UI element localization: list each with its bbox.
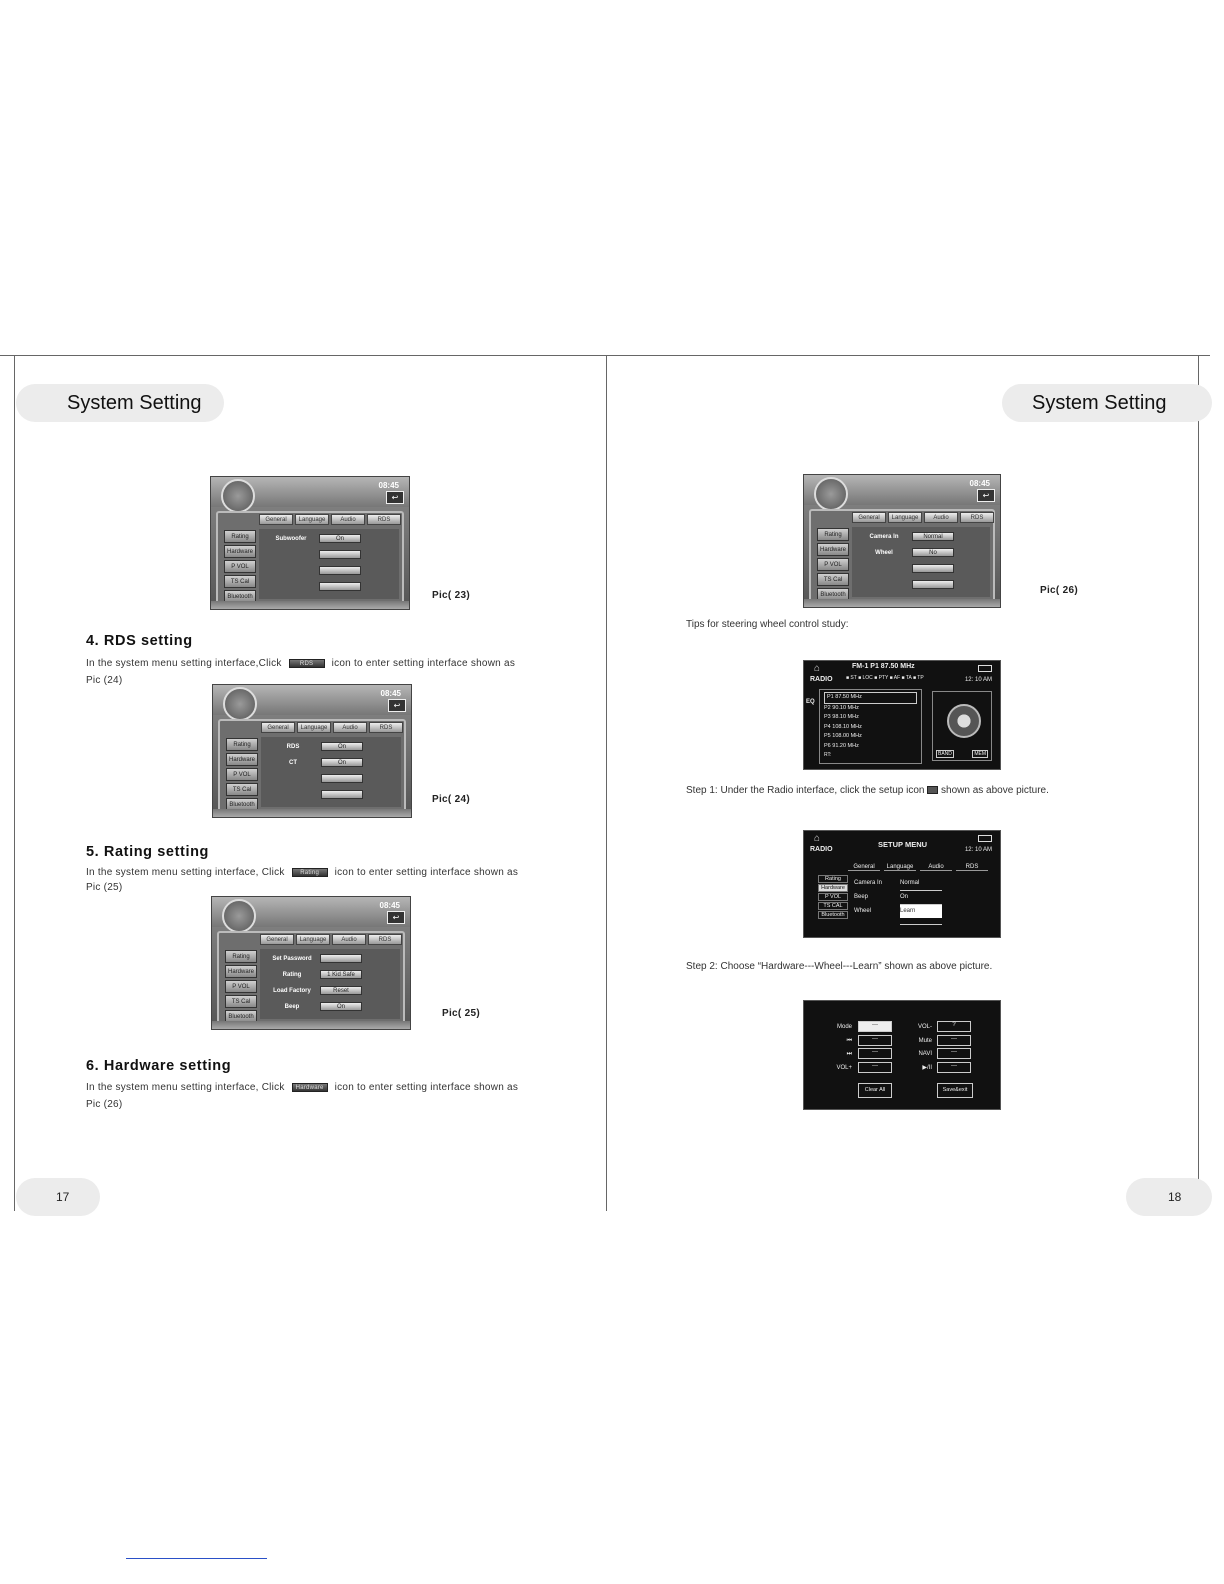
setup-screenshot: [803, 830, 1001, 938]
row-value: Reset: [320, 986, 362, 995]
pic24-screenshot: [212, 684, 412, 818]
learn-left-values: [858, 1021, 892, 1073]
back-icon: ↩: [387, 911, 405, 924]
row-value: [319, 566, 361, 575]
row-label: Rating: [282, 972, 302, 978]
side-pvol: P VOL: [226, 768, 258, 781]
setup-rows: [854, 877, 942, 931]
rds-section-title: 4. RDS setting: [86, 633, 193, 649]
row-label: Beep: [284, 1004, 300, 1010]
setup-side: [818, 875, 848, 919]
clear-all-button: Clear All: [858, 1083, 892, 1098]
row-label: CT: [289, 760, 297, 766]
source-label: RADIO: [810, 846, 833, 853]
preset-item: P3 98.10 MHz: [824, 714, 859, 720]
row-label: Set Password: [272, 956, 312, 962]
tab-audio: Audio: [331, 514, 365, 525]
tab-audio: Audio: [332, 934, 366, 945]
learn-label: ⏮: [846, 1037, 852, 1044]
learn-label: Mute: [918, 1037, 932, 1044]
hardware-inline-button: Hardware: [292, 1083, 328, 1092]
side-hardware: Hardware: [225, 965, 257, 978]
side-bluetooth: Bluetooth: [226, 798, 258, 811]
back-icon: ↩: [386, 491, 404, 504]
page-header: System Setting: [1002, 384, 1212, 422]
body-text: Pic (26): [86, 1099, 123, 1110]
page-header: System Setting: [16, 384, 224, 422]
side-tscal: TS Cal: [817, 573, 849, 586]
side-tscal: TS CAL: [818, 902, 848, 910]
row-value: On: [319, 534, 361, 543]
learn-value: ---: [937, 1035, 971, 1046]
dial-icon: [222, 899, 256, 933]
learn-screenshot: [803, 1000, 1001, 1110]
side-bluetooth: Bluetooth: [818, 911, 848, 919]
setup-icon: [927, 786, 938, 794]
side-pvol: P VOL: [818, 893, 848, 901]
row-value: [321, 774, 363, 783]
row-value: On: [321, 742, 363, 751]
tab-rds: RDS: [367, 514, 401, 525]
row-value: 1 Kid Safe: [320, 970, 362, 979]
learn-label: NAVI: [918, 1051, 932, 1057]
row-value: No: [912, 548, 954, 557]
clock: 08:45: [380, 689, 401, 698]
preset-item: P6 91.20 MHz: [824, 742, 859, 749]
setup-title: SETUP MENU: [878, 840, 928, 849]
body-text: icon to enter setting interface shown as: [334, 867, 519, 878]
row-value: [319, 582, 361, 591]
side-hardware: Hardware: [226, 753, 258, 766]
step1-text-after: shown as above picture.: [941, 785, 1049, 796]
time: 12: 10 AM: [964, 847, 992, 853]
save-exit-button: Save&exit: [937, 1083, 973, 1098]
clock: 08:45: [378, 481, 399, 490]
preset-item: P1 87.50 MHz: [824, 692, 917, 704]
row-label: RDS: [286, 744, 300, 750]
back-icon: ↩: [977, 489, 995, 502]
back-icon: ↩: [388, 699, 406, 712]
row-value: [912, 564, 954, 573]
rating-section-text: [86, 865, 546, 895]
preset-item: P4 108.10 MHz: [824, 723, 862, 730]
learn-value: ---: [937, 1048, 971, 1059]
tab-language: Language: [888, 512, 922, 523]
tab-general: General: [259, 514, 293, 525]
side-tscal: TS Cal: [225, 995, 257, 1008]
row-value: [319, 550, 361, 559]
side-hardware: Hardware: [818, 884, 848, 892]
step2-text: Step 2: Choose “Hardware---Wheel---Learn” shown as above picture.: [686, 961, 993, 972]
blue-underline: [126, 1558, 267, 1559]
row-value: Normal: [900, 877, 942, 891]
row-label: Wheel: [875, 550, 893, 556]
learn-value: ?: [937, 1021, 971, 1032]
home-icon: ⌂: [814, 833, 821, 844]
learn-label: ▶/II: [922, 1064, 932, 1071]
dial-icon: [814, 477, 848, 511]
side-bluetooth: Bluetooth: [817, 588, 849, 601]
side-rating: Rating: [225, 950, 257, 963]
tab-general: General: [848, 864, 880, 871]
tab-language: Language: [295, 514, 329, 525]
tab-audio: Audio: [920, 864, 952, 871]
body-text: In the system menu setting interface, Click: [86, 1082, 285, 1093]
radio-screenshot: [803, 660, 1001, 770]
tips-text: Tips for steering wheel control study:: [686, 619, 849, 630]
eq-button: EQ: [806, 699, 815, 705]
preset-list: [819, 689, 922, 764]
side-bluetooth: Bluetooth: [224, 590, 256, 603]
spread-top-border: [0, 355, 1210, 356]
row-label: Beep: [854, 894, 869, 900]
hardware-section-title: 6. Hardware setting: [86, 1058, 232, 1074]
preset-item: P2 90.10 MHz: [824, 704, 859, 711]
side-pvol: P VOL: [224, 560, 256, 573]
row-value: On: [900, 891, 942, 905]
side-rating: Rating: [226, 738, 258, 751]
tab-rds: RDS: [369, 722, 403, 733]
learn-label: VOL+: [836, 1064, 852, 1071]
tab-general: General: [260, 934, 294, 945]
body-text: In the system menu setting interface,Click: [86, 658, 282, 669]
tab-audio: Audio: [924, 512, 958, 523]
clock: 08:45: [379, 901, 400, 910]
pic24-caption: Pic( 24): [432, 794, 470, 805]
home-icon: ⌂: [814, 663, 821, 674]
pic25-caption: Pic( 25): [442, 1008, 480, 1019]
source-label: RADIO: [810, 676, 833, 683]
tab-general: General: [852, 512, 886, 523]
pic23-caption: Pic( 23): [432, 590, 470, 601]
side-rating: Rating: [818, 875, 848, 883]
pic25-screenshot: [211, 896, 411, 1030]
indicators: ■ ST ■ LOC ■ PTY ■ AF ■ TA ■ TP: [846, 675, 924, 681]
learn-value: ---: [858, 1035, 892, 1046]
row-value: [900, 924, 942, 925]
preset-item: P5 108.00 MHz: [824, 733, 862, 739]
body-text: icon to enter setting interface shown as: [331, 658, 516, 669]
row-value: [320, 954, 362, 963]
side-tscal: TS Cal: [224, 575, 256, 588]
learn-value: ---: [858, 1062, 892, 1073]
row-value: [321, 790, 363, 799]
learn-label: ⏭: [846, 1051, 852, 1057]
row-value: On: [320, 1002, 362, 1011]
row-label: Camera In: [854, 880, 883, 886]
pic26-screenshot: [803, 474, 1001, 608]
page-number: 17: [16, 1178, 100, 1216]
tab-language: Language: [884, 864, 916, 871]
pic23-screenshot: [210, 476, 410, 610]
pic26-caption: Pic( 26): [1040, 585, 1078, 596]
side-hardware: Hardware: [224, 545, 256, 558]
time: 12: 10 AM: [964, 677, 992, 683]
tab-language: Language: [296, 934, 330, 945]
band-button: BAND: [938, 751, 952, 757]
dial-icon: [223, 687, 257, 721]
rds-inline-button: RDS: [289, 659, 325, 668]
battery-icon: [978, 835, 992, 842]
control-pad: [932, 691, 992, 761]
side-hardware: Hardware: [817, 543, 849, 556]
body-text: Pic (25): [86, 882, 123, 893]
tab-rds: RDS: [960, 512, 994, 523]
learn-right-values: [937, 1021, 971, 1073]
row-value: Normal: [912, 532, 954, 541]
body-text: Pic (24): [86, 675, 123, 686]
learn-left-labels: [822, 1021, 852, 1075]
row-value: [912, 580, 954, 589]
right-page: [613, 360, 1224, 1226]
page-number: 18: [1126, 1178, 1212, 1216]
learn-value: ---: [858, 1048, 892, 1059]
rating-inline-button: Rating: [292, 868, 328, 877]
hardware-section-text: [86, 1079, 546, 1113]
left-page: [0, 360, 613, 1226]
battery-icon: [978, 665, 992, 672]
rating-section-title: 5. Rating setting: [86, 844, 209, 860]
learn-value: ---: [937, 1062, 971, 1073]
side-tscal: TS Cal: [226, 783, 258, 796]
tab-rds: RDS: [368, 934, 402, 945]
tab-general: General: [261, 722, 295, 733]
row-label: Camera In: [869, 534, 899, 540]
side-bluetooth: Bluetooth: [225, 1010, 257, 1023]
tab-rds: RDS: [956, 864, 988, 871]
step1-text-before: Step 1: Under the Radio interface, click the setup icon: [686, 785, 925, 796]
dial-icon: [221, 479, 255, 513]
row-label: Wheel: [854, 908, 872, 914]
learn-value: ---: [858, 1021, 892, 1032]
row-value: On: [321, 758, 363, 767]
setup-tabs: [848, 864, 988, 871]
mem-button: MEM: [974, 751, 986, 757]
side-rating: Rating: [224, 530, 256, 543]
step1-text: [686, 785, 1049, 796]
clock: 08:45: [969, 479, 990, 488]
side-pvol: P VOL: [817, 558, 849, 571]
row-label: Load Factory: [273, 988, 311, 994]
tab-audio: Audio: [333, 722, 367, 733]
band-line: FM-1 P1 87.50 MHz: [852, 663, 915, 670]
side-rating: Rating: [817, 528, 849, 541]
side-pvol: P VOL: [225, 980, 257, 993]
learn-label: Mode: [836, 1024, 852, 1030]
learn-label: VOL-: [917, 1024, 932, 1030]
body-text: In the system menu setting interface, Click: [86, 867, 285, 878]
joystick-icon: [947, 704, 981, 738]
learn-right-labels: [904, 1021, 932, 1075]
tab-language: Language: [297, 722, 331, 733]
rt-label: RT:: [824, 752, 832, 758]
body-text: icon to enter setting interface shown as: [334, 1082, 519, 1093]
row-value: Learn: [900, 905, 942, 918]
row-label: Subwoofer: [275, 536, 307, 542]
